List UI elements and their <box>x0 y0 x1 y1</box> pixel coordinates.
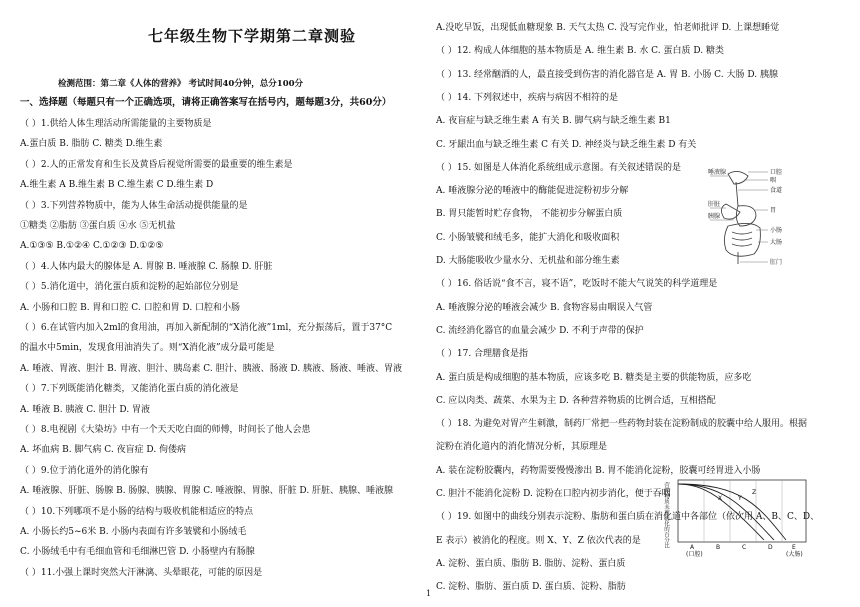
x-tick-a: A <box>690 544 695 551</box>
fig15-label-esophagus: 食道 <box>770 187 783 194</box>
left-line: A. 唾液、胃液、胆汁 B. 胃液、胆汁、胰岛素 C. 胆汁、胰液、肠液 D. 胰液、肠液、唾液、胃液 <box>20 363 403 374</box>
right-line: D. 大肠能吸收少量水分、无机盐和部分维生素 <box>436 256 620 266</box>
right-line: C. 牙龈出血与缺乏维生素 C 有关 D. 神经炎与缺乏维生素 D 有关 <box>436 139 697 150</box>
right-line: A. 唾液腺分泌的唾液中的酶能促进淀粉初步分解 <box>436 186 629 197</box>
left-line: A.维生素 A B.维生素 B C.维生素 C D.维生素 D <box>20 180 214 191</box>
x-tick-b: B <box>716 544 721 551</box>
left-line: （ ）2.人的正常发育和生长及黄昏后视觉所需要的最重要的维生素是 <box>20 159 293 170</box>
x-tick-c: C <box>742 544 747 551</box>
left-line: （ ）10.下列哪项不是小肠的结构与吸收机能相适应的特点 <box>20 506 254 517</box>
right-line: C. 淀粉、脂肪、蛋白质 D. 蛋白质、淀粉、脂肪 <box>436 582 626 593</box>
fig15-label-mouth: 口腔 <box>770 169 783 176</box>
right-line: （ ）19. 如图中的曲线分别表示淀粉、脂肪和蛋白质在消化道中各部位（依次用 A、B、C、D、 <box>436 512 820 523</box>
right-line: （ ）18. 为避免对胃产生刺激，制药厂常把一些药物封装在淀粉制成的胶囊中给人服用。根据 <box>436 419 808 430</box>
left-line: C. 小肠绒毛中有毛细血管和毛细淋巴管 D. 小肠壁内有肠腺 <box>20 547 255 558</box>
left-line: （ ）1.供给人体生理活动所需能量的主要物质是 <box>20 119 212 129</box>
right-line: C. 流经消化器官的血量会减少 D. 不利于声带的保护 <box>436 325 644 336</box>
fig15-label-small-intestine: 小肠 <box>770 227 783 234</box>
right-line: A. 装在淀粉胶囊内，药物需要慢慢渗出 B. 胃不能消化淀粉，胶囊可经胃进入小肠 <box>436 465 761 476</box>
left-line: （ ）6.在试管内加入2ml的食用油，再加入新配制的“X消化液”1ml，充分振荡后，置于37°C <box>20 323 393 333</box>
exam-subtitle: 检测范围：第二章《人体的营养》 考试时间40分钟，总分100分 <box>58 79 304 89</box>
right-line: 淀粉在消化道内的消化情况分析，其原理是 <box>436 442 608 453</box>
right-line: C. 胆汁不能消化淀粉 D. 淀粉在口腔内初步消化，便于吞咽 <box>436 489 671 499</box>
left-line: A. 坏血病 B. 脚气病 C. 夜盲症 D. 佝偻病 <box>20 445 187 456</box>
right-line: （ ）16. 俗话说“食不言，寝不语”，吃饭时不能大气说笑的科学道理是 <box>436 279 718 290</box>
curve-z <box>678 484 786 540</box>
fig15-label-stomach: 胃 <box>770 207 777 214</box>
left-line: （ ）8.电视剧《大染坊》中有一个天天吃白面的师傅，时间长了他人会患 <box>20 425 311 435</box>
right-line: （ ）15. 如图是人体消化系统组成示意图。有关叙述错误的是 <box>436 162 682 173</box>
section-heading: 一、选择题（每题只有一个正确选项，请将正确答案写在括号内，题每题3分，共60分） <box>20 97 392 108</box>
right-line: A.没吃早饭，出现低血糖现象 B. 天气太热 C. 没写完作业，怕老师批评 D. 上课想睡觉 <box>436 23 780 33</box>
left-line: A.①③⑤ B.①②④ C.①②③ D.①②⑤ <box>20 241 164 252</box>
x-note-large-intestine: (大肠) <box>786 551 803 558</box>
x-note-mouth: (口腔) <box>686 551 703 558</box>
left-line: A. 小肠和口腔 B. 胃和口腔 C. 口腔和胃 D. 口腔和小肠 <box>20 302 241 313</box>
right-line: （ ）12. 构成人体细胞的基本物质是 A. 维生素 B. 水 C. 蛋白质 D. 糖类 <box>436 46 724 57</box>
right-line: （ ）14. 下列叙述中，疾病与病因不相符的是 <box>436 92 619 103</box>
right-line: （ ）13. 经常酗酒的人，最直接受到伤害的消化器官是 A. 胃 B. 小肠 C. 大肠 D. 胰腺 <box>436 69 778 80</box>
right-line: A. 淀粉、蛋白质、脂肪 B. 脂肪、淀粉、蛋白质 <box>436 558 626 569</box>
left-line: ①糖类 ②脂肪 ③蛋白质 ④水 ⑤无机盐 <box>20 221 176 231</box>
curve-label-x: X <box>718 495 723 502</box>
digestive-system-figure <box>708 166 796 270</box>
right-line: A. 夜盲症与缺乏维生素 A 有关 B. 脚气病与缺乏维生素 B1 <box>436 116 671 127</box>
digestion-curve-figure <box>664 478 814 558</box>
right-line: A. 唾液腺分泌的唾液会减少 B. 食物容易由咽误入气管 <box>436 302 653 313</box>
left-line: A. 唾液腺、肝脏、肠腺 B. 肠腺、胰腺、胃腺 C. 唾液腺、胃腺、肝脏 D. 肝脏、胰腺、唾液腺 <box>20 486 394 497</box>
curve-label-y: Y <box>738 495 742 502</box>
curve-y <box>678 484 774 540</box>
fig15-label-pharynx: 咽 <box>770 177 777 184</box>
fig15-label-large-intestine: 大肠 <box>770 239 783 246</box>
page-number: 1 <box>426 589 432 598</box>
left-line: A. 唾液 B. 胰液 C. 胆汁 D. 胃液 <box>20 404 151 415</box>
fig15-label-anus: 肛门 <box>770 259 783 266</box>
right-line: B. 胃只能暂时贮存食物， 不能初步分解蛋白质 <box>436 209 623 220</box>
left-line: A. 小肠长约5~6米 B. 小肠内表面有许多皱襞和小肠绒毛 <box>20 527 247 537</box>
left-line: 的温水中5min，发现食用油消失了。则“X消化液”成分最可能是 <box>20 343 275 354</box>
exam-title: 七年级生物下学期第二章测验 <box>148 27 357 45</box>
right-line: （ ）17. 合理膳食是指 <box>436 349 529 360</box>
right-line: C. 小肠皱襞和绒毛多，能扩大消化和吸收面积 <box>436 232 620 243</box>
x-tick-e: E <box>792 544 796 551</box>
left-line: （ ）5.消化道中，消化蛋白质和淀粉的起始部位分别是 <box>20 282 239 293</box>
x-tick-d: D <box>768 544 773 551</box>
left-line: （ ）7.下列既能消化糖类，又能消化蛋白质的消化液是 <box>20 384 239 395</box>
fig15-label-salivary: 唾液腺 <box>708 169 727 176</box>
curve-label-z: Z <box>752 489 757 496</box>
left-line: （ ）3.下列营养物质中，能为人体生命活动提供能量的是 <box>20 200 248 211</box>
right-line: E 表示）被消化的程度。则 X、Y、Z 依次代表的是 <box>436 535 641 546</box>
fig19-ylabel-group <box>663 481 670 549</box>
fig19-ylabel: 营养物质未被消化的百分比 <box>663 482 669 548</box>
fig15-label-pancreas: 胰腺 <box>708 213 721 220</box>
left-line: （ ）11.小强上课时突然大汗淋漓、头晕眼花，可能的原因是 <box>20 567 263 578</box>
left-line: （ ）9.位于消化道外的消化腺有 <box>20 465 149 476</box>
left-line: （ ）4.人体内最大的腺体是 A. 胃腺 B. 唾液腺 C. 肠腺 D. 肝脏 <box>20 261 273 272</box>
right-line: C. 应以肉类、蔬菜、水果为主 D. 各种营养物质的比例合适，互相搭配 <box>436 395 716 406</box>
right-line: A. 蛋白质是构成细胞的基本物质，应该多吃 B. 糖类是主要的供能物质，应多吃 <box>436 372 752 383</box>
left-line: A.蛋白质 B. 脂肪 C. 糖类 D.维生素 <box>20 139 163 150</box>
fig15-label-liver: 肝脏 <box>708 201 721 208</box>
